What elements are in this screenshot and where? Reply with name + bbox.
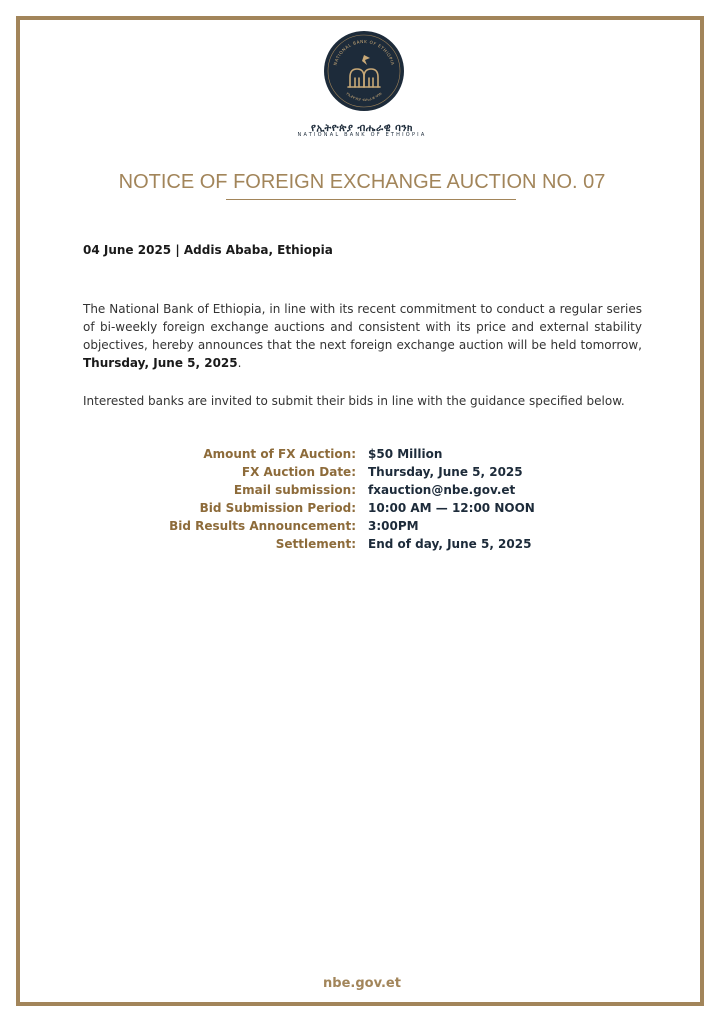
intro-paragraph bbox=[83, 300, 642, 372]
detail-value: $50 Million bbox=[368, 447, 443, 461]
seal-ring-text-amharic: የኢትዮጵያ ብሔራዊ ባንክ bbox=[345, 90, 383, 103]
detail-label: FX Auction Date: bbox=[241, 465, 356, 479]
auction-details-list bbox=[150, 445, 570, 553]
bank-name-amharic: የኢትዮጵያ ብሔራዊ ባንክ bbox=[311, 123, 413, 134]
detail-value: Thursday, June 5, 2025 bbox=[368, 465, 523, 479]
detail-label: Settlement: bbox=[275, 537, 356, 551]
title-underline-divider bbox=[226, 199, 516, 200]
detail-row bbox=[150, 517, 570, 535]
invitation-paragraph: Interested banks are invited to submit their bids in line with the guidance specified below. bbox=[83, 394, 625, 408]
auction-date-emphasis: Thursday, June 5, 2025 bbox=[83, 356, 238, 370]
notice-title: NOTICE OF FOREIGN EXCHANGE AUCTION NO. 07 bbox=[118, 171, 606, 193]
email-link[interactable]: fxauction@nbe.gov.et bbox=[368, 483, 516, 497]
detail-label: Amount of FX Auction: bbox=[203, 447, 356, 461]
intro-paragraph-text: The National Bank of Ethiopia, in line with its recent commitment to conduct a regular series of bi-weekly foreign exchange auctions and consistent with its price and external stability objectives, hereby announces that the next foreign exchange auction will be held tomorrow, bbox=[83, 302, 642, 352]
seal-ring-text: NATIONAL BANK OF ETHIOPIA bbox=[332, 38, 396, 66]
bank-name-english: NATIONAL BANK OF ETHIOPIA bbox=[297, 132, 427, 138]
detail-row bbox=[150, 445, 570, 463]
detail-label: Bid Results Announcement: bbox=[169, 519, 356, 533]
footer-website-link[interactable]: nbe.gov.et bbox=[323, 976, 401, 991]
notice-dateline: 04 June 2025 | Addis Ababa, Ethiopia bbox=[83, 243, 333, 257]
detail-row bbox=[150, 499, 570, 517]
detail-row bbox=[150, 463, 570, 481]
intro-paragraph-end: . bbox=[237, 356, 242, 370]
detail-label: Email submission: bbox=[233, 483, 356, 497]
detail-label: Bid Submission Period: bbox=[199, 501, 356, 515]
detail-value: 10:00 AM — 12:00 NOON bbox=[368, 501, 535, 515]
nbe-seal-logo-icon bbox=[324, 31, 404, 111]
detail-value: End of day, June 5, 2025 bbox=[368, 537, 532, 551]
detail-value: 3:00PM bbox=[368, 519, 419, 533]
detail-row bbox=[150, 535, 570, 553]
detail-row bbox=[150, 481, 570, 499]
